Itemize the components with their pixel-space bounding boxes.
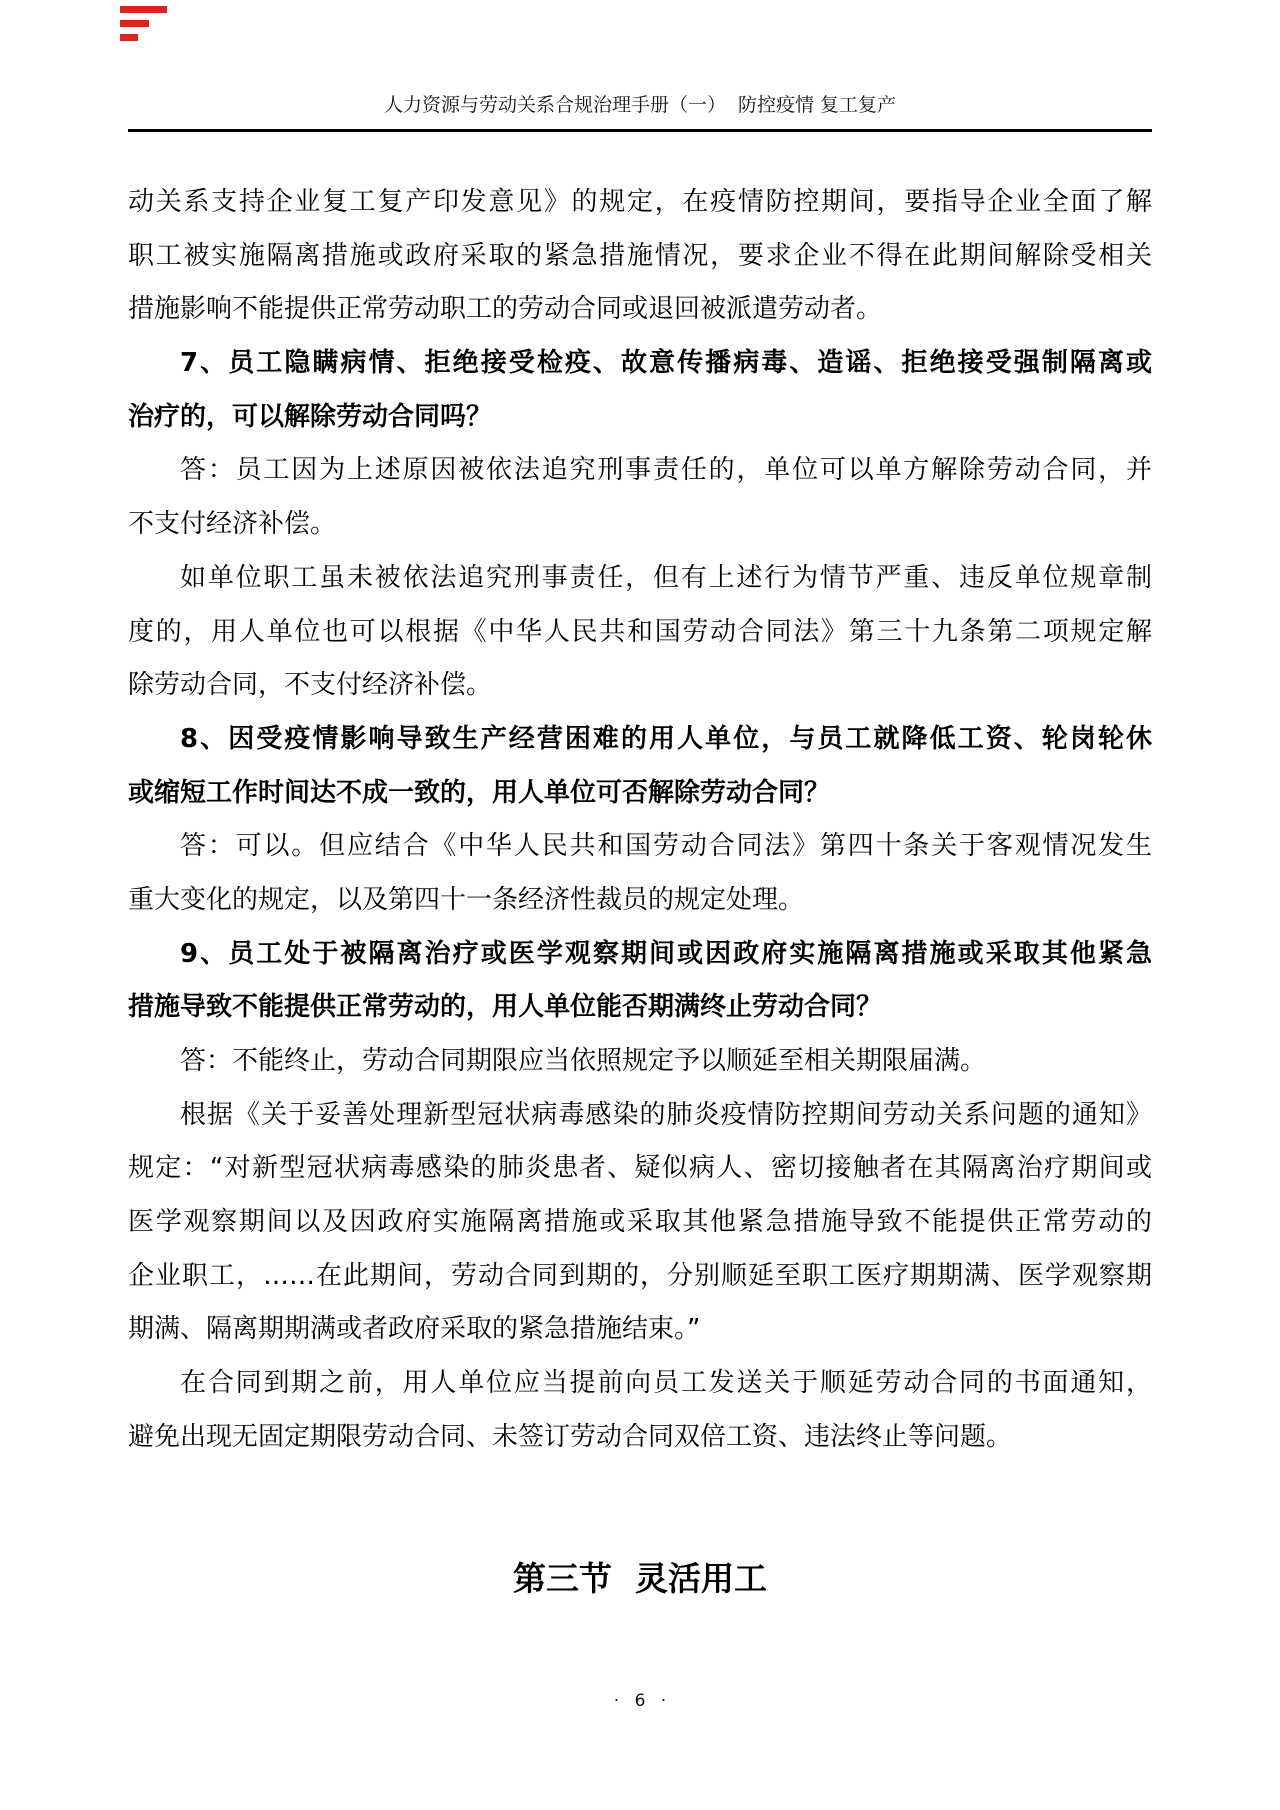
text-line: 如单位职工虽未被依法追究刑事责任，但有上述行为情节严重、违反单位规章制: [180, 562, 1152, 593]
text-line: 医学观察期间以及因政府实施隔离措施或采取其他紧急措施导致不能提供正常劳动的: [128, 1207, 1152, 1238]
text-line: 职工被实施隔离措施或政府采取的紧急措施情况，要求企业不得在此期间解除受相关: [128, 240, 1152, 271]
page-number: · 6 ·: [613, 1690, 667, 1711]
red-pen-marks: [120, 6, 167, 48]
red-mark: [120, 6, 167, 13]
text-line: 答：不能终止，劳动合同期限应当依照规定予以顺延至相关期限届满。: [180, 1046, 987, 1076]
text-line: 企业职工，……在此期间，劳动合同到期的，分别顺延至职工医疗期期满、医学观察期: [128, 1260, 1152, 1291]
document-body: [128, 176, 1152, 1465]
text-line: 8、因受疫情影响导致生产经营困难的用人单位，与员工就降低工资、轮岗轮休: [180, 723, 1152, 754]
text-line: 或缩短工作时间达不成一致的，用人单位可否解除劳动合同？: [128, 777, 831, 808]
text-line: 7、员工隐瞒病情、拒绝接受检疫、故意传播病毒、造谣、拒绝接受强制隔离或: [180, 348, 1152, 379]
text-line: 不支付经济补偿。: [128, 509, 337, 540]
text-line: 动关系支持企业复工复产印发意见》的规定，在疫情防控期间，要指导企业全面了解: [128, 187, 1152, 217]
text-line: 在合同到期之前，用人单位应当提前向员工发送关于顺延劳动合同的书面通知，: [180, 1368, 1152, 1399]
header-rule: [128, 129, 1152, 132]
text-line: 度的，用人单位也可以根据《中华人民共和国劳动合同法》第三十九条第二项规定解: [128, 616, 1152, 647]
text-line: 答：可以。但应结合《中华人民共和国劳动合同法》第四十条关于客观情况发生: [180, 831, 1152, 862]
text-line: 期满、隔离期期满或者政府采取的紧急措施结束。”: [128, 1314, 701, 1345]
text-line: 措施影响不能提供正常劳动职工的劳动合同或退回被派遣劳动者。: [128, 294, 883, 325]
text-line: 治疗的，可以解除劳动合同吗？: [128, 401, 493, 432]
text-line: 根据《关于妥善处理新型冠状病毒感染的肺炎疫情防控期间劳动关系问题的通知》: [180, 1099, 1152, 1130]
red-mark: [120, 34, 138, 41]
section-heading: 第三节 灵活用工: [513, 1558, 767, 1598]
text-line: 避免出现无固定期限劳动合同、未签订劳动合同双倍工资、违法终止等问题。: [128, 1421, 1013, 1452]
text-line: 重大变化的规定，以及第四十一条经济性裁员的规定处理。: [128, 884, 805, 915]
red-mark: [120, 20, 149, 27]
text-line: 规定：“对新型冠状病毒感染的肺炎患者、疑似病人、密切接触者在其隔离治疗期间或: [128, 1153, 1152, 1184]
text-line: 9、员工处于被隔离治疗或医学观察期间或因政府实施隔离措施或采取其他紧急: [180, 938, 1152, 969]
text-line: 除劳动合同，不支付经济补偿。: [128, 670, 493, 701]
text-line: 答：员工因为上述原因被依法追究刑事责任的，单位可以单方解除劳动合同，并: [180, 455, 1152, 486]
text-line: 措施导致不能提供正常劳动的，用人单位能否期满终止劳动合同？: [128, 992, 883, 1023]
page-header-title: 人力资源与劳动关系合规治理手册（一） 防控疫情 复工复产: [383, 94, 897, 116]
